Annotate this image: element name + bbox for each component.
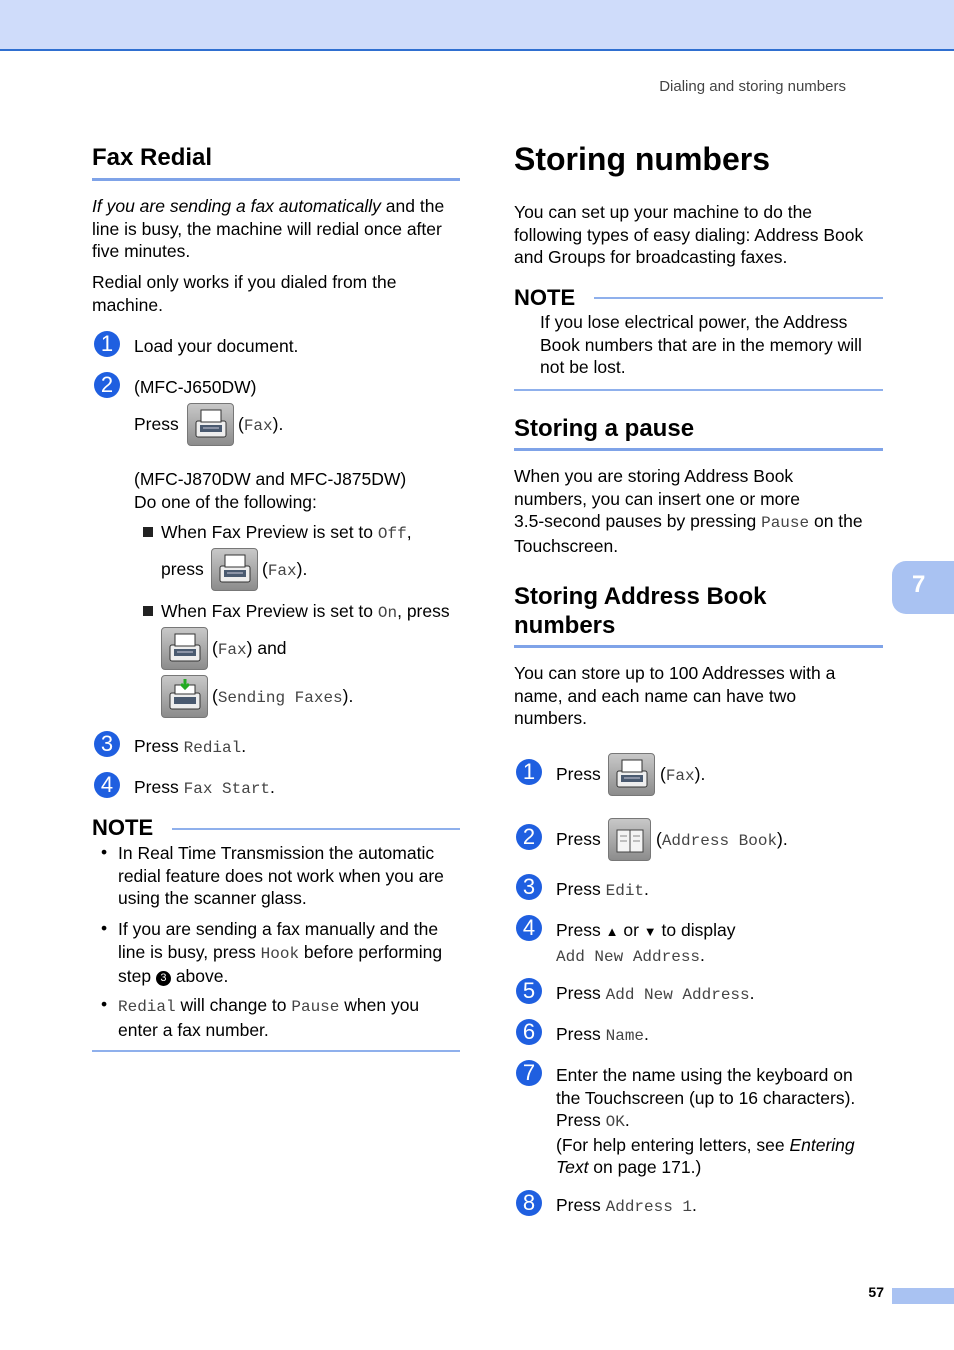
step-number: 8 — [516, 1190, 542, 1216]
step-number: 5 — [516, 978, 542, 1004]
step-text: Press Name. — [556, 1024, 649, 1045]
heading-rule — [514, 448, 883, 451]
step-text: Press Fax Start. — [134, 777, 275, 798]
address-book-icon[interactable] — [608, 818, 651, 861]
step-number: 1 — [94, 331, 120, 357]
storing-address-heading: Storing Address Book numbers — [514, 583, 767, 639]
note-item: In Real Time Transmission the automatic redial feature does not work when you are using the scanner glass. — [118, 843, 444, 908]
note-text: If you lose electrical power, the Address Book numbers that are in the memory will not be lost. — [540, 312, 862, 377]
step-text: Load your document. — [134, 336, 299, 356]
fax-redial-para2: Redial only works if you dialed from the machine. — [92, 272, 397, 315]
step-text: Press Add New Address. — [556, 983, 755, 1004]
fax-icon[interactable] — [161, 627, 208, 670]
page-title: Storing numbers — [514, 141, 771, 177]
model-label: (MFC-J650DW) — [134, 377, 257, 397]
sending-faxes-label: (Sending Faxes). — [212, 686, 354, 707]
down-arrow-icon: ▼ — [643, 924, 657, 939]
storing-pause-heading: Storing a pause — [514, 415, 695, 442]
step-number: 1 — [516, 759, 542, 785]
storing-pause-text: When you are storing Address Book numbers, you can insert one or more 3.5-second pauses by pressing Pause on the Touchscreen. — [514, 466, 863, 556]
step-text: Press Address 1. — [556, 1195, 697, 1216]
bullet-on: When Fax Preview is set to On, press — [143, 600, 450, 625]
step-text: Press ▲ or ▼ to display Add New Address. — [556, 920, 736, 966]
fax-icon[interactable] — [187, 403, 234, 446]
bullet-off: When Fax Preview is set to Off, — [143, 521, 412, 546]
sending-faxes-icon[interactable] — [161, 675, 208, 718]
note-rule — [172, 828, 460, 830]
press-label: Press — [134, 414, 179, 434]
fax-redial-heading: Fax Redial — [92, 144, 213, 171]
step-number: 2 — [94, 372, 120, 398]
fax-label: (Fax). — [660, 764, 706, 785]
press-label: press — [161, 559, 204, 579]
note-bullet: • — [101, 994, 108, 1014]
press-label: Press — [556, 764, 601, 784]
fax-label: (Fax). — [262, 559, 308, 580]
page-number: 57 — [868, 1284, 884, 1300]
step-number: 6 — [516, 1019, 542, 1045]
step-text: Press Edit. — [556, 879, 649, 900]
fax-icon[interactable] — [211, 548, 258, 591]
heading-rule — [514, 645, 883, 648]
fax-redial-intro: If you are sending a fax automatically and the line is busy, the machine will redial once after five minutes. — [92, 196, 445, 261]
page-bar — [892, 1288, 954, 1304]
note-title: NOTE — [92, 815, 154, 840]
running-head: Dialing and storing numbers — [659, 78, 846, 95]
step-number: 7 — [516, 1060, 542, 1086]
note-bullet: • — [101, 842, 108, 862]
press-label: Press — [556, 829, 601, 849]
step-number: 4 — [516, 915, 542, 941]
chapter-number: 7 — [912, 571, 926, 598]
step-number: 4 — [94, 772, 120, 798]
note-rule — [594, 297, 883, 299]
note-bullet: • — [101, 918, 108, 938]
fax-icon[interactable] — [608, 753, 655, 796]
note-title: NOTE — [514, 285, 576, 310]
up-arrow-icon: ▲ — [605, 924, 619, 939]
address-book-label: (Address Book). — [656, 829, 788, 850]
step-text: Enter the name using the keyboard on the Touchscreen (up to 16 characters). Press OK. (For help entering letters, see Entering Text on page 171.) — [556, 1065, 856, 1177]
fax-and-label: (Fax) and — [212, 638, 287, 659]
note-item: If you are sending a fax manually and the line is busy, press Hook before performing step 3 above. — [118, 919, 443, 986]
heading-rule — [92, 178, 460, 181]
fax-label: (Fax). — [238, 414, 284, 435]
storing-intro: You can set up your machine to do the following types of easy dialing: Address Book and Groups for broadcasting faxes. — [514, 202, 864, 267]
step-number: 2 — [516, 824, 542, 850]
step-text: Press Redial. — [134, 736, 247, 757]
model-label-2: (MFC-J870DW and MFC-J875DW) Do one of the following: — [134, 469, 407, 512]
step-number: 3 — [516, 874, 542, 900]
chapter-tab — [892, 561, 954, 614]
storing-address-text: You can store up to 100 Addresses with a name, and each name can have two numbers. — [514, 663, 836, 728]
top-band — [0, 0, 954, 51]
note-bottom-rule — [92, 1050, 460, 1052]
note-item: Redial will change to Pause when you enter a fax number. — [118, 995, 420, 1040]
step-number: 3 — [94, 731, 120, 757]
note-bottom-rule — [514, 389, 883, 391]
